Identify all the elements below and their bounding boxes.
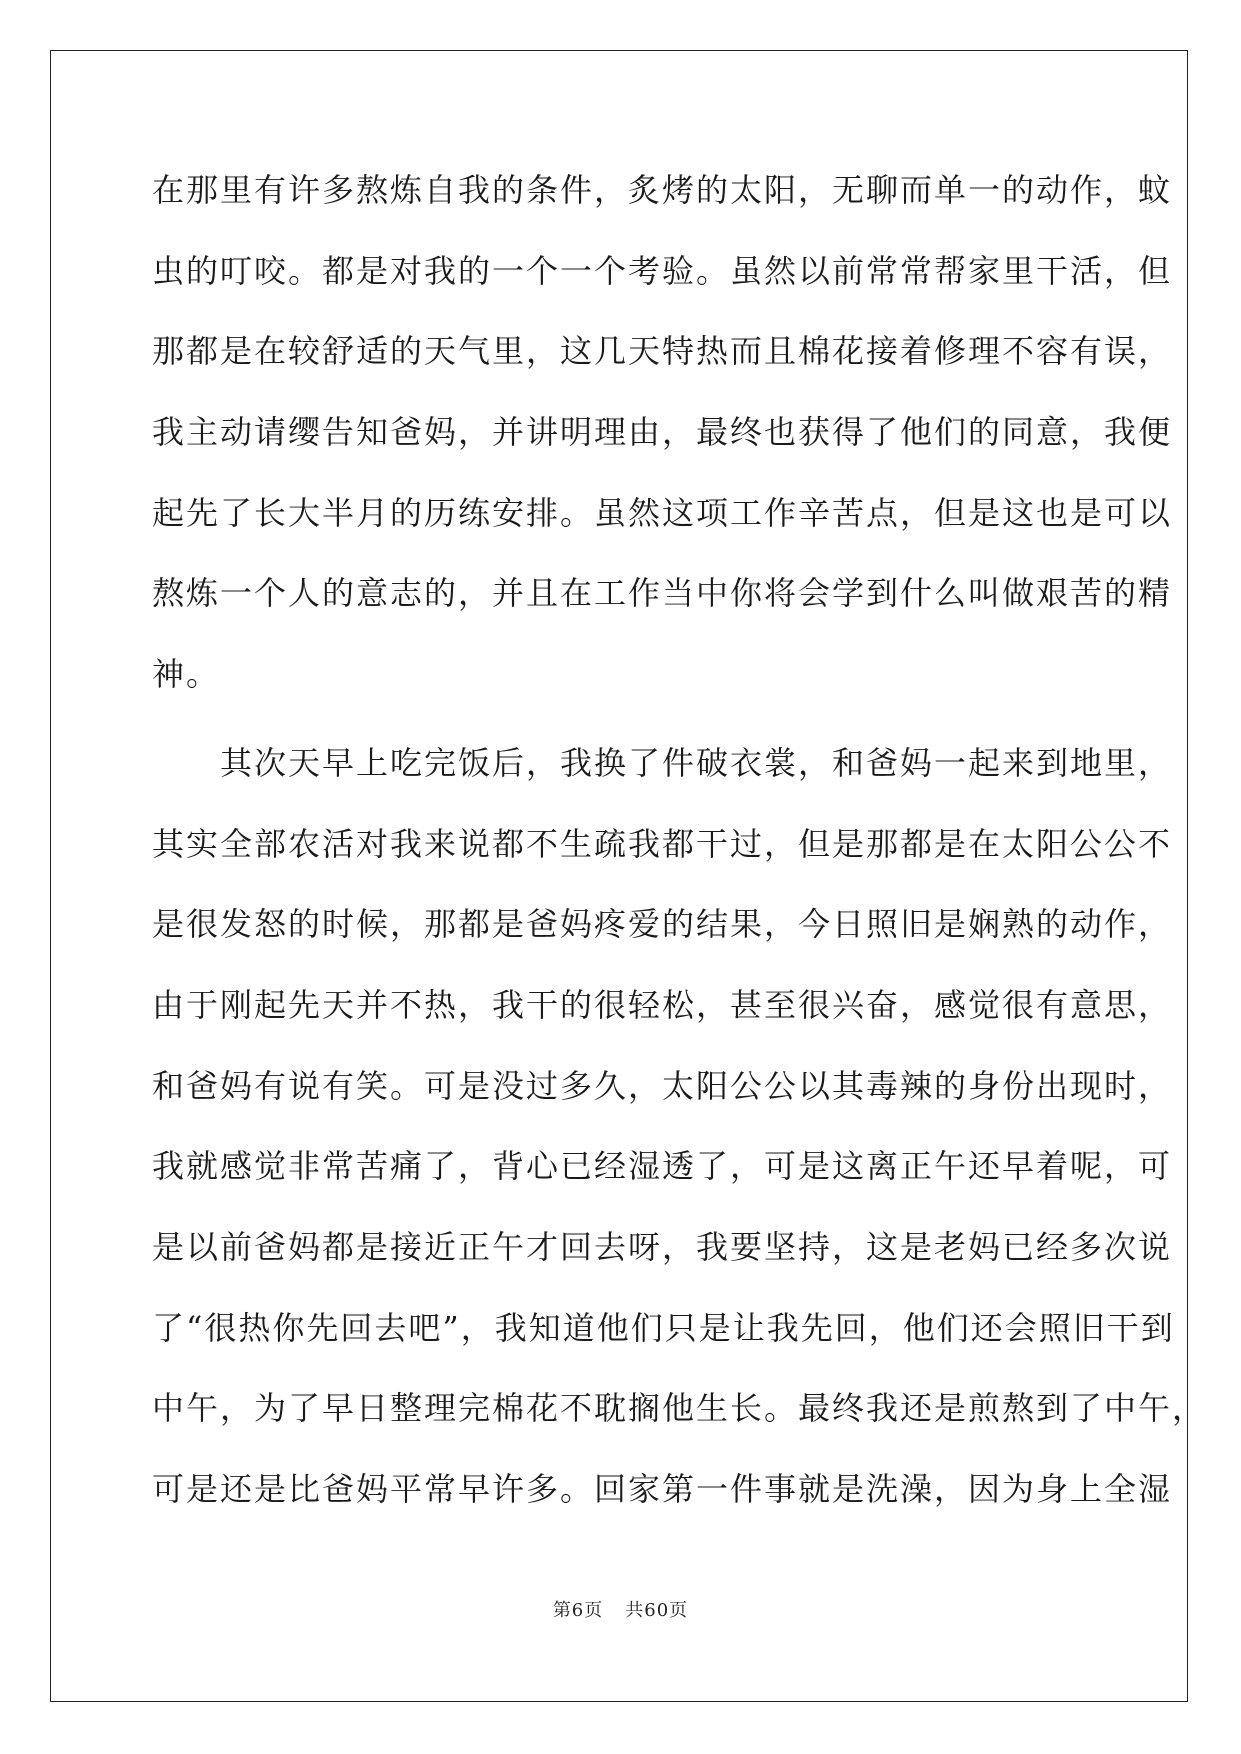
page-border [50,50,1188,1702]
body-line: 我就感觉非常苦痛了，背心已经湿透了，可是这离正午还早着呢，可 [152,1147,1173,1185]
body-line: 熬炼一个人的意志的，并且在工作当中你将会学到什么叫做艰苦的精 [152,574,1173,612]
body-line: 虫的叮咬。都是对我的一个一个考验。虽然以前常常帮家里干活，但 [152,252,1173,290]
body-line: 可是还是比爸妈平常早许多。回家第一件事就是洗澡，因为身上全湿 [152,1470,1173,1508]
page-footer [0,1596,1241,1622]
body-line: 在那里有许多熬炼自我的条件，炙烤的太阳，无聊而单一的动作，蚊 [152,171,1173,209]
body-line: 了“很热你先回去吧”，我知道他们只是让我先回，他们还会照旧干到 [152,1309,1175,1347]
body-line: 由于刚起先天并不热，我干的很轻松，甚至很兴奋，感觉很有意思， [152,986,1173,1024]
body-line: 其次天早上吃完饭后，我换了件破衣裳，和爸妈一起来到地里， [152,744,1173,782]
body-line: 是以前爸妈都是接近正午才回去呀，我要坚持，这是老妈已经多次说 [152,1228,1173,1266]
body-line: 中午，为了早日整理完棉花不耽搁他生长。最终我还是煎熬到了中午， [152,1389,1207,1427]
page-total: 共60页 [625,1600,689,1621]
body-line: 和爸妈有说有笑。可是没过多久，太阳公公以其毒辣的身份出现时， [152,1067,1173,1105]
page-number: 第6页 [552,1600,604,1621]
body-line: 是很发怒的时候，那都是爸妈疼爱的结果，今日照旧是娴熟的动作， [152,905,1173,943]
body-line: 神。 [152,655,221,693]
body-line: 起先了长大半月的历练安排。虽然这项工作辛苦点，但是这也是可以 [152,494,1173,532]
body-line: 其实全部农活对我来说都不生疏我都干过，但是那都是在太阳公公不 [152,825,1173,863]
body-line: 我主动请缨告知爸妈，并讲明理由，最终也获得了他们的同意，我便 [152,413,1173,451]
body-line: 那都是在较舒适的天气里，这几天特热而且棉花接着修理不容有误， [152,332,1173,370]
